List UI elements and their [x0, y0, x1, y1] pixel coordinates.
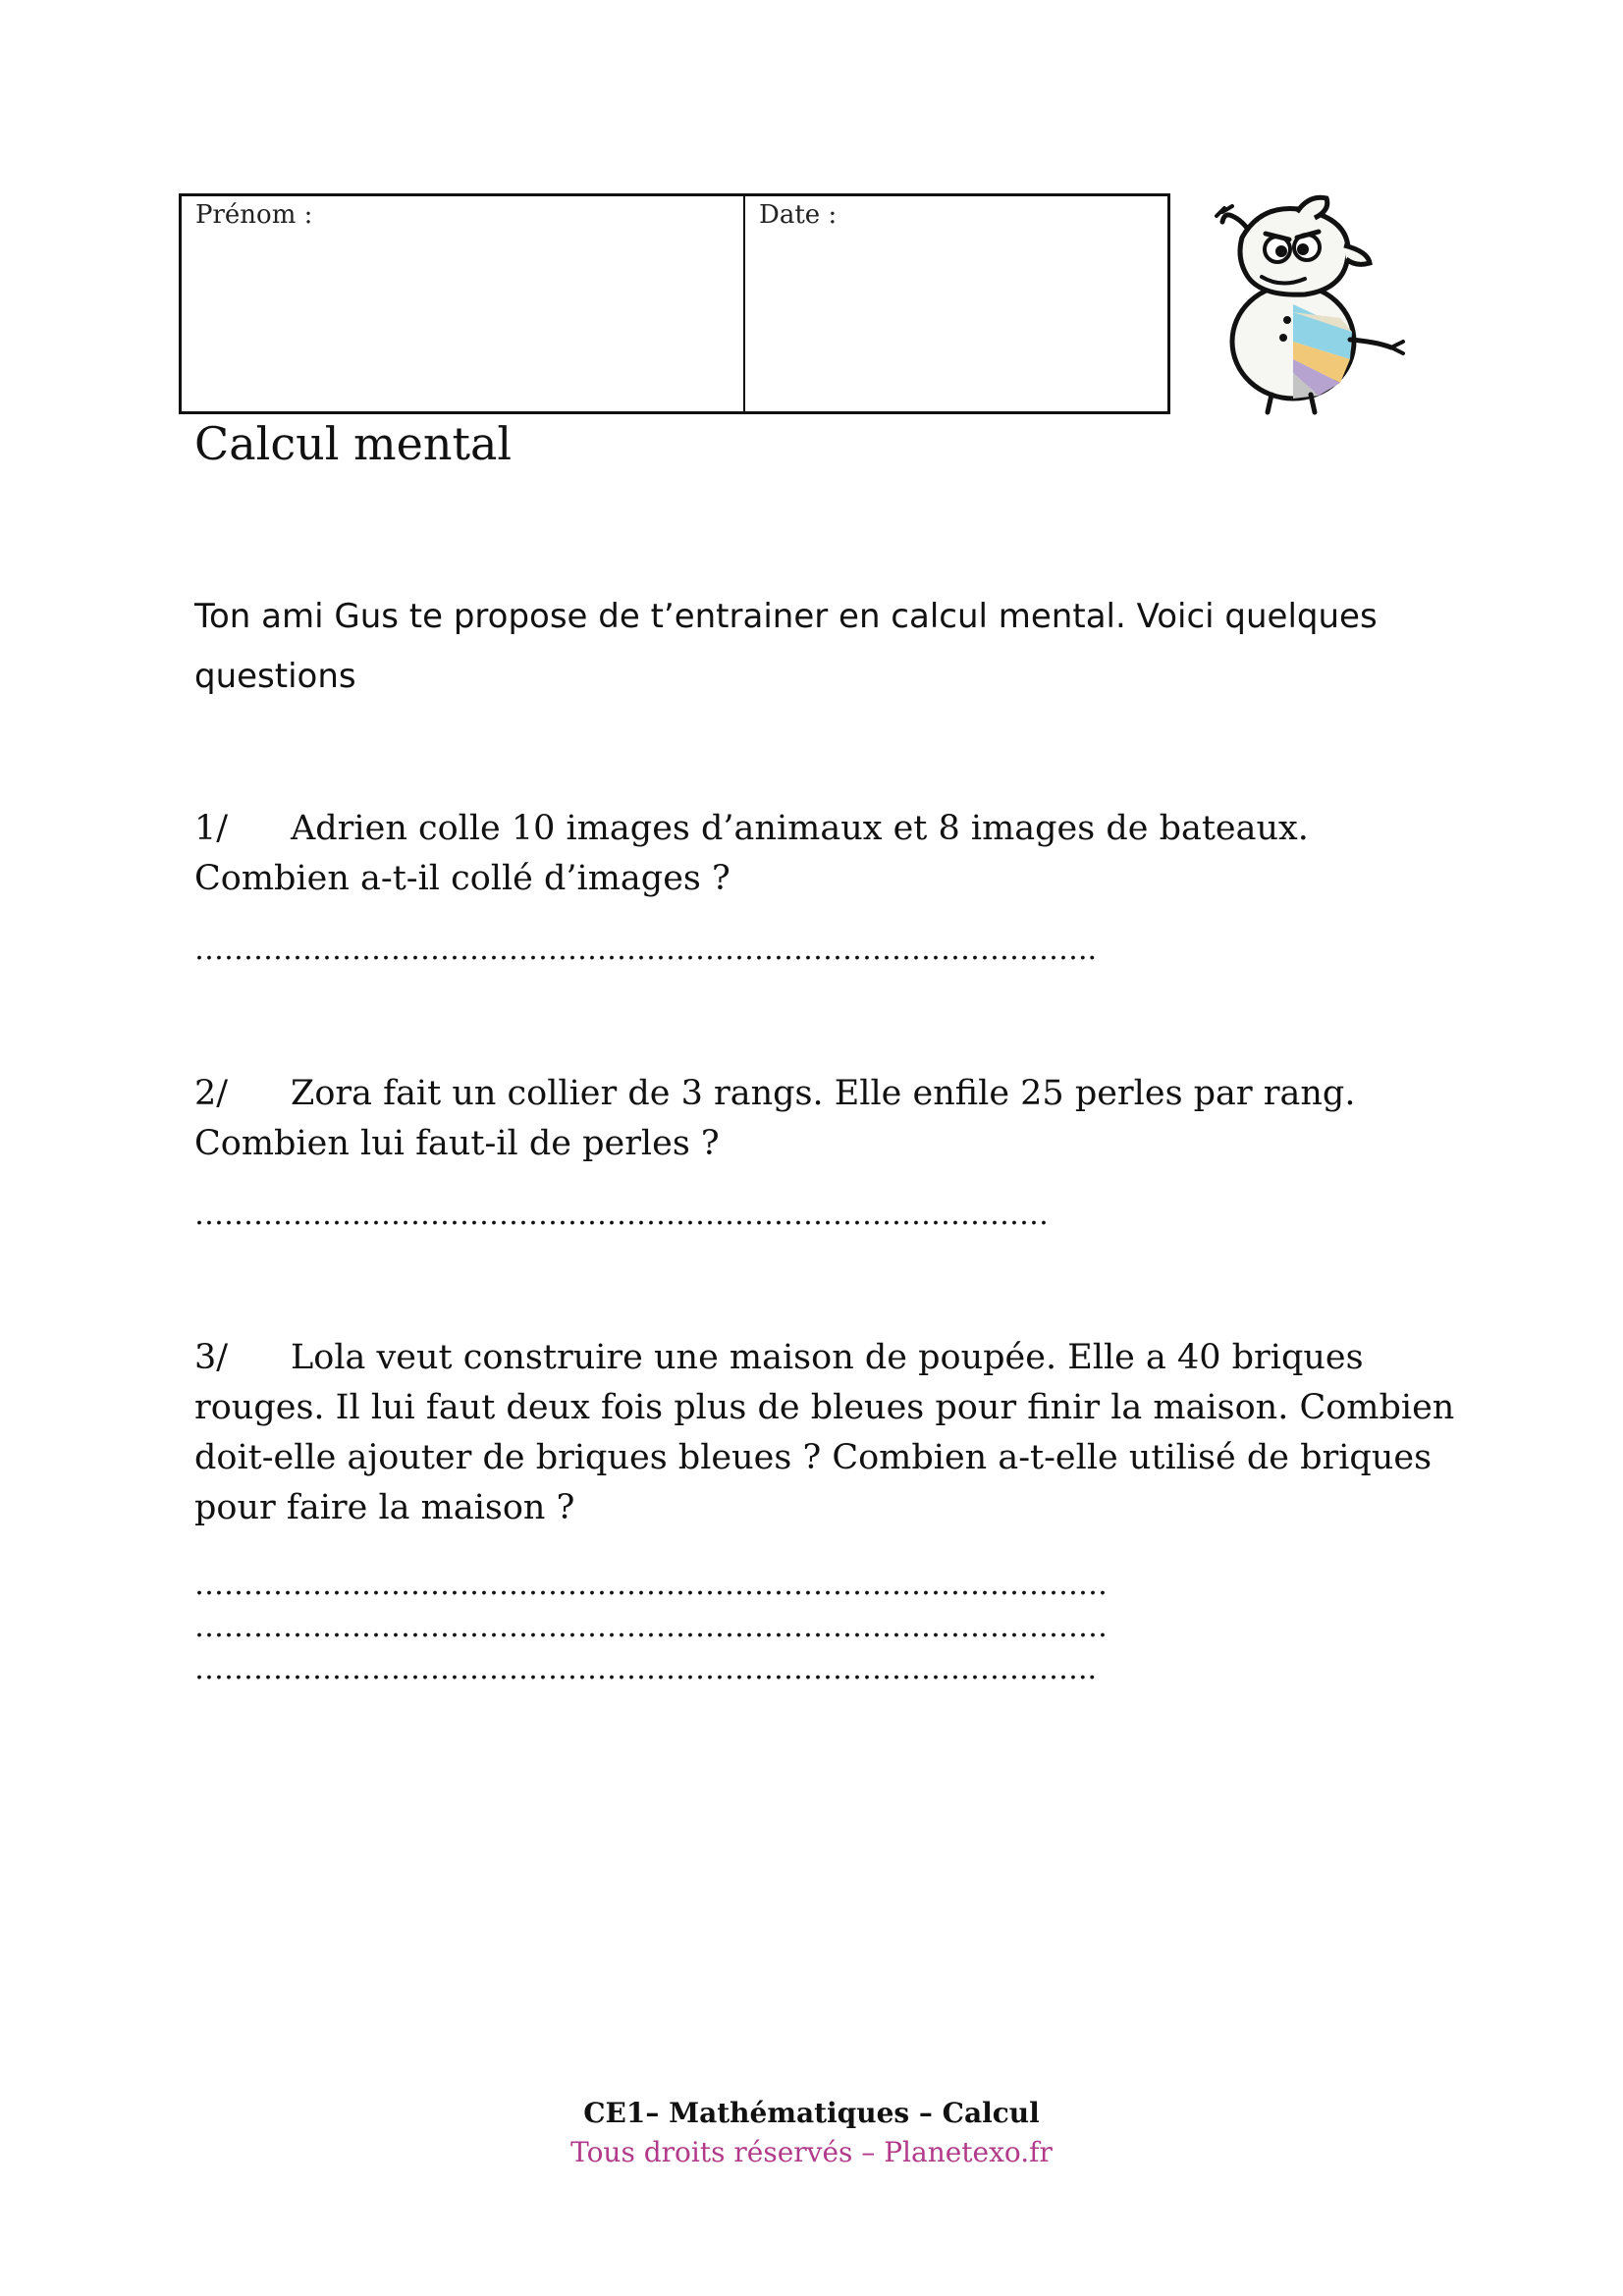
- exercise-3: [194, 1333, 1471, 1533]
- exercise-number: 2/: [194, 1074, 229, 1113]
- footer-copyright: Tous droits réservés – Planetexo.fr: [570, 2136, 1053, 2168]
- answer-line[interactable]: ………………………………………………………………………………..: [194, 1652, 1098, 1686]
- date-field[interactable]: [745, 196, 1167, 411]
- exercise-number: 3/: [194, 1338, 229, 1377]
- intro-text: Ton ami Gus te propose de t’entrainer en calcul mental. Voici quelques questions: [194, 597, 1378, 696]
- date-label: Date :: [759, 200, 838, 230]
- exercise-text: Adrien colle 10 images d’animaux et 8 images de bateaux. Combien a-t-il collé d’images ?: [194, 809, 1309, 898]
- prenom-label: Prénom :: [195, 200, 313, 230]
- exercise-1: [194, 804, 1471, 904]
- name-date-box: [179, 193, 1170, 414]
- exercise-text: Lola veut construire une maison de poupée. Elle a 40 briques rouges. Il lui faut deux fois plus de bleues pour finir la maison. Combien doit-elle ajouter de briques bleues ? Combien a-t-elle utilisé de briques pour faire la maison ?: [194, 1338, 1455, 1527]
- answer-line[interactable]: …………………………………………………………………………………: [194, 1568, 1108, 1602]
- answer-line[interactable]: …………………………………………………………………………………: [194, 1610, 1108, 1644]
- answer-line[interactable]: ………………………………………………………………………………..: [194, 933, 1098, 967]
- answer-line[interactable]: ……………………………………………………………………………: [194, 1198, 1049, 1232]
- exercise-2: [194, 1069, 1471, 1169]
- footer-subject: CE1– Mathématiques – Calcul: [583, 2097, 1040, 2129]
- exercise-text: Zora fait un collier de 3 rangs. Elle enfile 25 perles par rang. Combien lui faut-il de perles ?: [194, 1074, 1356, 1163]
- prenom-field[interactable]: [182, 196, 745, 411]
- gus-mascot-icon: [1203, 194, 1414, 415]
- page-title: Calcul mental: [194, 417, 513, 470]
- exercise-number: 1/: [194, 809, 229, 848]
